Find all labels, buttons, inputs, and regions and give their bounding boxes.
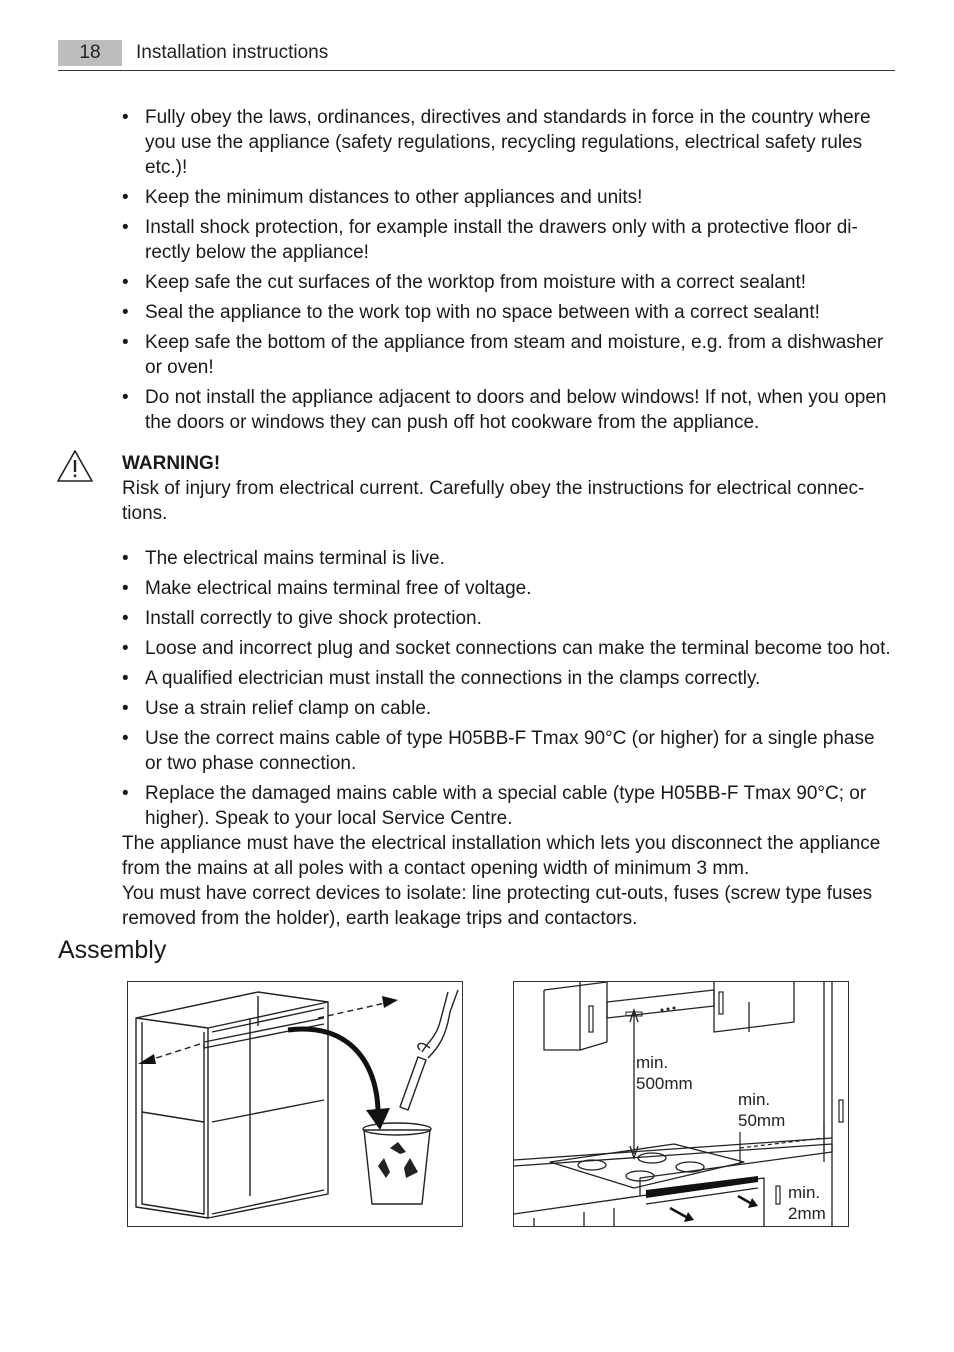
warning-text: Risk of injury from electrical current. Carefully obey the instructions for electrical connec-tions. xyxy=(122,478,865,524)
list-item: • Replace the damaged mains cable with a special cable (type H05BB-F Tmax 90°C; or higher). Speak to your local Service Centre. xyxy=(122,781,894,831)
min-500-label-line2: 500mm xyxy=(636,1074,693,1093)
list-item: • Use the correct mains cable of type H05BB-F Tmax 90°C (or higher) for a single phase or two phase connection. xyxy=(122,726,894,776)
list-item: • Fully obey the laws, ordinances, directives and standards in force in the country where you use the appliance (safety regulations, recycling regulations, electrical safety rules etc.)! xyxy=(122,105,894,180)
electrical-bullet-list xyxy=(122,546,894,831)
warning-triangle-icon xyxy=(56,449,94,483)
list-item: • Make electrical mains terminal free of voltage. xyxy=(122,576,894,601)
cabinet-recycle-illustration xyxy=(127,981,463,1227)
min-2-label-line1: min. xyxy=(788,1183,821,1202)
list-item: • Install shock protection, for example install the drawers only with a protective floor di-rectly below the appliance! xyxy=(122,215,894,265)
min-2-label-line2: 2mm xyxy=(788,1204,826,1223)
header-title: Installation instructions xyxy=(136,42,329,63)
list-item: • Use a strain relief clamp on cable. xyxy=(122,696,894,721)
list-item: • Keep safe the bottom of the appliance from steam and moisture, e.g. from a dishwasher or oven! xyxy=(122,330,894,380)
warning-title: WARNING! xyxy=(122,453,221,474)
page-header xyxy=(58,40,895,71)
paragraph-disconnect: The appliance must have the electrical installation which lets you disconnect the appliance from the mains at all poles with a contact opening width of minimum 3 mm. xyxy=(122,833,881,879)
safety-bullet-list xyxy=(122,105,894,435)
page-number: 18 xyxy=(58,40,122,66)
section-title: Assembly xyxy=(58,936,167,964)
list-item: • Seal the appliance to the work top with no space between with a correct sealant! xyxy=(122,300,894,325)
list-item: • The electrical mains terminal is live. xyxy=(122,546,894,571)
min-50-label-line1: min. xyxy=(738,1090,771,1109)
hob-distance-illustration xyxy=(513,981,849,1227)
min-500-label-line1: min. xyxy=(636,1053,669,1072)
list-item: • A qualified electrician must install the connections in the clamps correctly. xyxy=(122,666,894,691)
cabinet-illustration-graphic xyxy=(128,982,462,1226)
list-item: • Keep the minimum distances to other appliances and units! xyxy=(122,185,894,210)
min-50-label-line2: 50mm xyxy=(738,1111,786,1130)
paragraph-isolate: You must have correct devices to isolate: line protecting cut-outs, fuses (screw type fuses removed from the holder), earth leakage trips and contactors. xyxy=(122,883,873,929)
main-content xyxy=(122,105,894,931)
list-item: • Install correctly to give shock protection. xyxy=(122,606,894,631)
list-item: • Loose and incorrect plug and socket connections can make the terminal become too hot. xyxy=(122,636,894,661)
warning-block xyxy=(122,451,894,526)
list-item: • Do not install the appliance adjacent to doors and below windows! If not, when you open the doors or windows they can push off hot cookware from the appliance. xyxy=(122,385,894,435)
list-item: • Keep safe the cut surfaces of the worktop from moisture with a correct sealant! xyxy=(122,270,894,295)
